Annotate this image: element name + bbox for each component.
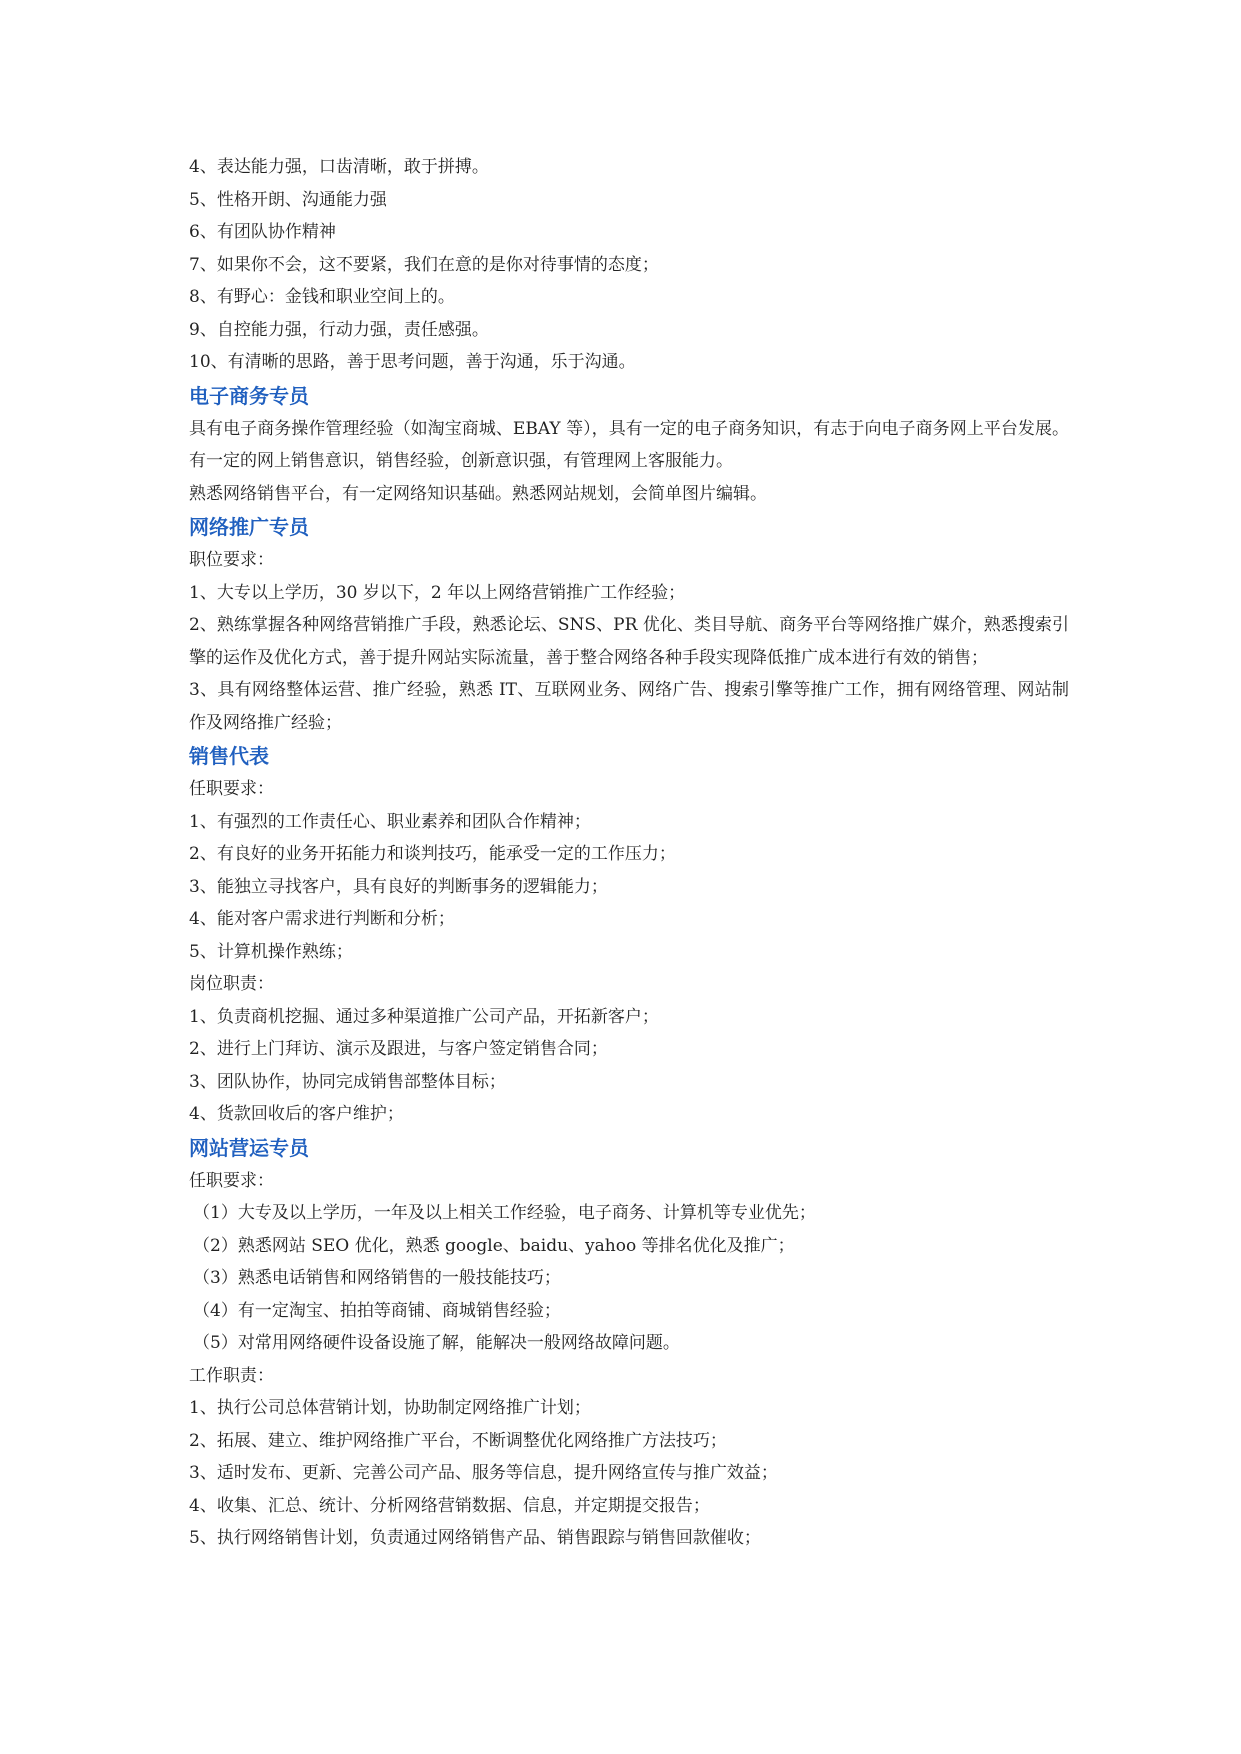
list-item: （3）熟悉电话销售和网络销售的一般技能技巧； xyxy=(193,1268,561,1288)
section-paragraph: 2、熟练掌握各种网络营销推广手段，熟悉论坛、SNS、PR 优化、类目导航、商务平台等网络推广媒介，熟悉搜索引擎的运作及优化方式，善于提升网站实际流量，善于整合网络各种手段实现降低推广成本进行有效的销售； xyxy=(189,615,1069,668)
list-item: 9、自控能力强，行动力强，责任感强。 xyxy=(189,319,489,340)
list-item: 2、进行上门拜访、演示及跟进，与客户签定销售合同； xyxy=(189,1039,608,1059)
list-item: 5、性格开朗、沟通能力强 xyxy=(189,189,387,210)
list-item: 1、负责商机挖掘、通过多种渠道推广公司产品，开拓新客户； xyxy=(189,1006,659,1027)
section-subtitle: 职位要求： xyxy=(189,550,274,570)
section-paragraph: 具有电子商务操作管理经验（如淘宝商城、EBAY 等），具有一定的电子商务知识，有志于向电子商务网上平台发展。有一定的网上销售意识，销售经验，创新意识强，有管理网上客服能力。 xyxy=(189,418,1069,471)
section-title-sales: 销售代表 xyxy=(189,744,269,768)
list-item: 5、计算机操作熟练； xyxy=(189,941,353,962)
list-item: （1）大专及以上学历，一年及以上相关工作经验，电子商务、计算机等专业优先； xyxy=(193,1203,816,1223)
list-item: 1、有强烈的工作责任心、职业素养和团队合作精神； xyxy=(189,811,591,832)
list-item: 5、执行网络销售计划，负责通过网络销售产品、销售跟踪与销售回款催收； xyxy=(189,1528,761,1548)
section-paragraph: 1、大专以上学历，30 岁以下，2 年以上网络营销推广工作经验； xyxy=(189,582,686,603)
list-item: 1、执行公司总体营销计划，协助制定网络推广计划； xyxy=(189,1398,591,1418)
list-item: 3、能独立寻找客户，具有良好的判断事务的逻辑能力； xyxy=(189,876,608,897)
section-subtitle: 工作职责： xyxy=(189,1365,274,1386)
list-item: 3、团队协作，协同完成销售部整体目标； xyxy=(189,1071,506,1092)
list-item: 4、货款回收后的客户维护； xyxy=(189,1104,404,1124)
document-page xyxy=(189,151,1069,1555)
list-item: 7、如果你不会，这不要紧，我们在意的是你对待事情的态度； xyxy=(189,254,659,275)
section-subtitle: 任职要求： xyxy=(189,1170,274,1191)
list-item: 2、拓展、建立、维护网络推广平台，不断调整优化网络推广方法技巧； xyxy=(189,1430,727,1451)
section-subtitle: 任职要求： xyxy=(189,779,274,799)
section-title-ecommerce: 电子商务专员 xyxy=(189,383,309,408)
list-item: 4、收集、汇总、统计、分析网络营销数据、信息，并定期提交报告； xyxy=(189,1495,710,1516)
section-paragraph: 熟悉网络销售平台，有一定网络知识基础。熟悉网站规划，会简单图片编辑。 xyxy=(189,483,767,504)
list-item: （5）对常用网络硬件设备设施了解，能解决一般网络故障问题。 xyxy=(193,1333,680,1353)
list-item: 10、有清晰的思路，善于思考问题，善于沟通，乐于沟通。 xyxy=(189,352,636,372)
list-item: （4）有一定淘宝、拍拍等商铺、商城销售经验； xyxy=(193,1300,561,1321)
list-item: 8、有野心：金钱和职业空间上的。 xyxy=(189,287,455,307)
section-subtitle: 岗位职责： xyxy=(189,974,274,994)
list-item: 3、适时发布、更新、完善公司产品、服务等信息，提升网络宣传与推广效益； xyxy=(189,1463,778,1483)
section-title-promotion: 网络推广专员 xyxy=(189,515,309,539)
list-item: 4、表达能力强，口齿清晰，敢于拼搏。 xyxy=(189,157,489,177)
list-item: 4、能对客户需求进行判断和分析； xyxy=(189,909,455,929)
section-paragraph: 3、具有网络整体运营、推广经验，熟悉 IT、互联网业务、网络广告、搜索引擎等推广工作，拥有网络管理、网站制作及网络推广经验； xyxy=(189,680,1069,733)
list-item: 6、有团队协作精神 xyxy=(189,222,336,242)
list-item: （2）熟悉网站 SEO 优化，熟悉 google、baidu、yahoo 等排名优化及推广； xyxy=(193,1235,795,1256)
section-title-site-operations: 网站营运专员 xyxy=(189,1135,309,1160)
list-item: 2、有良好的业务开拓能力和谈判技巧，能承受一定的工作压力； xyxy=(189,844,676,864)
